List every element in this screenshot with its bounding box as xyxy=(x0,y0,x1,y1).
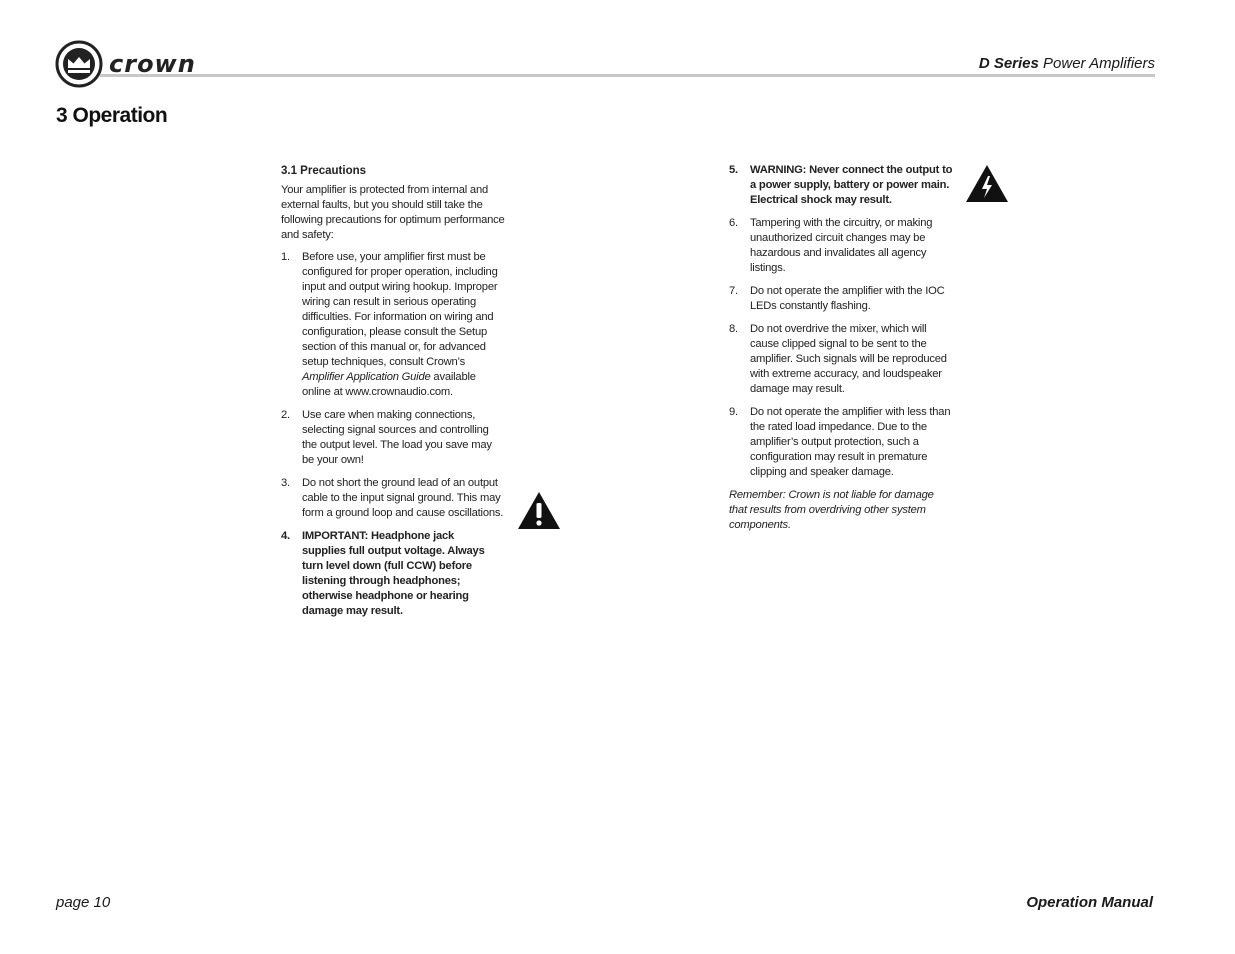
precautions-intro: Your amplifier is protected from internal and external faults, but you should still take the following precautions for optimum performance and safety: xyxy=(281,184,505,241)
crown-logo xyxy=(55,39,205,89)
item-number: 2. xyxy=(281,409,290,421)
item-text: Do not operate the amplifier with less than the rated load impedance. Due to the amplifier’s output protection, such a configuration may result in premature clipping and speaker damage. xyxy=(750,406,951,478)
precautions-left-column xyxy=(281,164,506,627)
list-item xyxy=(729,405,954,480)
page-number: page 10 xyxy=(56,894,111,911)
precautions-list-right xyxy=(729,163,954,480)
series-name: D Series xyxy=(978,55,1039,72)
header-rule xyxy=(100,74,1155,77)
item-text: Do not overdrive the mixer, which will cause clipped signal to be sent to the amplifier. Such signals will be reproduced with extreme accuracy, and loudspeaker damage may result. xyxy=(750,323,947,395)
item-text: Use care when making connections, selecting signal sources and controlling the output level. The load you save may be your own! xyxy=(302,409,492,466)
exclamation-warning-icon xyxy=(517,491,561,531)
header-product-title xyxy=(979,55,1155,72)
precautions-list-left xyxy=(281,250,506,619)
item-number: 5. xyxy=(729,164,738,176)
product-name: Power Amplifiers xyxy=(1038,55,1155,72)
list-item xyxy=(281,529,506,619)
manual-title: Operation Manual xyxy=(1026,894,1153,911)
item-text: WARNING: Never connect the output to a power supply, battery or power main. Electrical shock may result. xyxy=(750,164,953,206)
item-number: 3. xyxy=(281,477,290,489)
item-number: 1. xyxy=(281,251,290,263)
item-number: 8. xyxy=(729,323,738,335)
brand-wordmark: crown xyxy=(109,50,196,78)
item-text: Do not operate the amplifier with the IOC LEDs constantly flashing. xyxy=(750,285,945,312)
item-text: Tampering with the circuitry, or making unauthorized circuit changes may be hazardous and invalidates all agency listings. xyxy=(750,217,933,274)
item-text: Do not short the ground lead of an output cable to the input signal ground. This may form a ground loop and cause oscillations. xyxy=(302,477,504,519)
list-item xyxy=(729,322,954,397)
list-item xyxy=(281,250,506,400)
list-item xyxy=(729,284,954,314)
item-number: 9. xyxy=(729,406,738,418)
precautions-right-column xyxy=(729,163,954,533)
crown-logo-icon xyxy=(55,40,103,88)
item-text-part: Before use, your amplifier first must be configured for proper operation, including input and output wiring hookup. Improper wiring can result in serious operating difficulties. For information on wiring and configuration, please consult the Setup section of this manual or, for advanced setup techniques, consult Crown’s xyxy=(302,251,498,368)
item-text-part: available online at www.crownaudio.com. xyxy=(302,371,476,398)
item-text: IMPORTANT: Headphone jack supplies full output voltage. Always turn level down (full CCW) before listening through headphones; otherwise headphone or hearing damage may result. xyxy=(302,530,485,617)
precautions-subhead: 3.1 Precautions xyxy=(281,165,367,177)
item-number: 7. xyxy=(729,285,738,297)
item-text xyxy=(302,250,506,400)
list-item xyxy=(281,476,506,521)
item-number: 4. xyxy=(281,530,290,542)
item-number: 6. xyxy=(729,217,738,229)
list-item xyxy=(729,216,954,276)
guide-title: Amplifier Application Guide xyxy=(302,371,431,383)
list-item xyxy=(281,408,506,468)
electric-shock-warning-icon xyxy=(965,164,1009,204)
list-item xyxy=(729,163,954,208)
liability-note: Remember: Crown is not liable for damage that results from overdriving other system components. xyxy=(729,489,934,531)
section-title: 3 Operation xyxy=(56,104,168,127)
